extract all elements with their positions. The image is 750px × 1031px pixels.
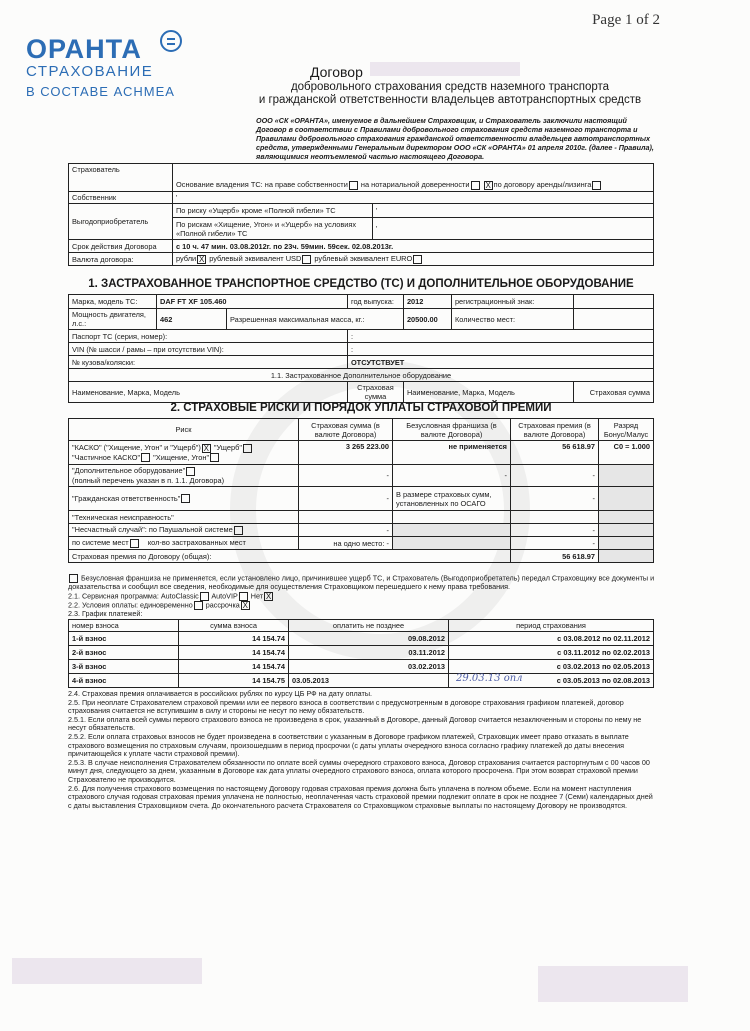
table-row [69, 632, 654, 646]
civil-row: "Гражданская ответственность" [69, 487, 299, 511]
lease-extra-checkbox[interactable] [592, 181, 601, 190]
civil-bonus [599, 487, 654, 511]
row4-num: 4-й взнос [69, 674, 179, 688]
term-2-4: 2.4. Страховая премия оплачивается в российских рублях по курсу ЦБ РФ на дату оплаты. [68, 689, 372, 698]
term-2-6: 2.6. Для получения страхового возмещения по настоящему Договору годовая страховая премия должна быть уплачена в полном объеме. Если на момент наступления страхового случая годовая страховая премия уплачена не полностью, неоплаченная часть страховой премии подлежит оплате в срок не позднее 7 (Семи) календарных дней с даты выставления Страховщиком счета. До окончательного расчета Страхователя со Страховщиком страховые выплаты по настоящему Договору не производятся. [68, 783, 653, 810]
equip-sum1: Страховая сумма [347, 382, 403, 403]
currency-label: Валюта договора: [69, 253, 173, 266]
civil-checkbox[interactable] [181, 494, 190, 503]
body-label: № кузова/коляски: [69, 356, 348, 369]
row3-due: 03.02.2013 [289, 660, 449, 674]
franchise-header: Безусловная франшиза (в валюте Договора) [393, 419, 511, 441]
tech-premium [511, 511, 599, 524]
row2-sum: 14 154.74 [179, 646, 289, 660]
service-clause: 2.1. Сервисная программа: AutoClassic AutoVIP Нет X [68, 591, 272, 601]
own-checkbox[interactable] [349, 181, 358, 190]
ownership-basis: Основание владения ТС: на праве собственности на нотариальной доверенности X по договору аренды/лизинга [173, 164, 654, 192]
risks-table [68, 418, 654, 563]
kasko-sum: 3 265 223.00 [299, 441, 393, 465]
schedule-label: 2.3. График платежей: [68, 609, 143, 618]
row3-period: с 03.02.2013 по 02.05.2013 [449, 660, 654, 674]
per-seat: на одно место: - [299, 537, 393, 550]
section2-title: 2. СТРАХОВЫЕ РИСКИ И ПОРЯДОК УПЛАТЫ СТРАХОВОЙ ПРЕМИИ [170, 402, 552, 414]
beneficiary-label: Выгодоприобретатель [69, 204, 173, 240]
lease-checkbox[interactable]: X [485, 181, 491, 190]
logo-group: В СОСТАВЕ АСНМЕА [26, 84, 175, 99]
row1-due: 09.08.2012 [289, 632, 449, 646]
col-num: номер взноса [69, 620, 179, 632]
eur-checkbox[interactable] [413, 255, 422, 264]
power-label: Мощность двигателя, л.с.: [69, 309, 157, 330]
civil-premium: - [511, 487, 599, 511]
model-value: DAF FT XF 105.460 [157, 295, 348, 309]
risk-theft-value: ' [373, 218, 654, 240]
equip-name2: Наименование, Марка, Модель [403, 382, 573, 403]
passport-label: Паспорт ТС (серия, номер): [69, 330, 348, 343]
year-label: год выпуска: [347, 295, 403, 309]
kasko-premium: 56 618.97 [511, 441, 599, 465]
partial-checkbox[interactable] [141, 453, 150, 462]
page-number: Page 1 of 2 [592, 12, 660, 28]
payment-schedule-table [68, 619, 654, 688]
extra-equip-checkbox[interactable] [186, 467, 195, 476]
term-value: с 10 ч. 47 мин. 03.08.2012г. по 23ч. 59мин. 59сек. 02.08.2013г. [173, 240, 654, 253]
extra-franchise: - [393, 465, 511, 487]
single-payment-checkbox[interactable] [194, 601, 203, 610]
terms-block [68, 690, 656, 810]
seats-label: Количество мест: [451, 309, 573, 330]
kasko-franchise: не применяется [393, 441, 511, 465]
parties-table [68, 163, 654, 266]
table-row [69, 660, 654, 674]
handwritten-note: 29.03.13 опл [456, 673, 523, 684]
extra-sum: - [299, 465, 393, 487]
total-label: Страховая премия по Договору (общая): [69, 550, 511, 563]
equip-title: 1.1. Застрахованное Дополнительное оборудование [69, 369, 654, 382]
owner-value: ' [173, 192, 654, 204]
row4-sum: 14 154.75 [179, 674, 289, 688]
row3-num: 3-й взнос [69, 660, 179, 674]
rub-checkbox[interactable]: X [198, 254, 205, 264]
row1-sum: 14 154.74 [179, 632, 289, 646]
equip-sum2: Страховая сумма [574, 382, 654, 403]
col-period: период страхования [449, 620, 654, 632]
accident-row: "Несчастный случай": по Паушальной системе [69, 524, 299, 537]
seats-row: по системе мест кол-во застрахованных мест [69, 537, 299, 550]
risk-theft: По рискам «Хищение, Угон» и «Ущерб» на условиях «Полной гибели» ТС [173, 218, 373, 240]
equip-name1: Наименование, Марка, Модель [69, 382, 348, 403]
vin-value: : [347, 343, 653, 356]
reg-value [574, 295, 654, 309]
risk-damage: По риску «Ущерб» кроме «Полной гибели» ТС [173, 204, 373, 218]
tech-sum [299, 511, 393, 524]
document-title [250, 66, 650, 107]
extra-premium: - [511, 465, 599, 487]
passport-value: : [347, 330, 653, 343]
extra-bonus [599, 465, 654, 487]
accident-premium: - [511, 524, 599, 537]
row4-period: с 03.05.2013 по 02.08.2013 [449, 674, 654, 688]
risk-damage-value: ' [373, 204, 654, 218]
title-line3: и гражданской ответственности владельцев автотранспортных средств [258, 94, 642, 106]
model-label: Марка, модель ТС: [69, 295, 157, 309]
theft-checkbox[interactable] [210, 453, 219, 462]
row3-sum: 14 154.74 [179, 660, 289, 674]
row2-num: 2-й взнос [69, 646, 179, 660]
risk-header: Риск [69, 419, 299, 441]
body-value: ОТСУТСТВУЕТ [347, 356, 653, 369]
vehicle-table [68, 294, 654, 403]
term-label: Срок действия Договора [69, 240, 173, 253]
total-value: 56 618.97 [511, 550, 599, 563]
logo-sub: СТРАХОВАНИЕ [26, 63, 154, 80]
damage-checkbox[interactable] [243, 444, 252, 453]
term-2-5-2: 2.5.2. Если оплата страховых взносов не будет произведена в соответствии с указанным в Договоре графиком платежей, Страховщик имеет право отказать в выплате страхового возмещения по страховым случаям, произошедшим в период просрочки (с даты уплаты очередного взноса согласно графику платежей до даты внесения причитающейся к уплате части страховой премии). [68, 731, 629, 759]
seats-premium: - [511, 537, 599, 550]
payment-clause: 2.2. Условия оплаты: единовременно рассрочка X [68, 600, 248, 610]
seats-checkbox[interactable] [130, 539, 139, 548]
row2-due: 03.11.2012 [289, 646, 449, 660]
table-row [69, 646, 654, 660]
kasko-row: "КАСКО" ("Хищение, Угон" и "Ущерб") X "Ущерб" "Частичное КАСКО" "Хищение, Угон" [69, 441, 299, 465]
tech-row: "Техническая неисправность" [69, 511, 299, 524]
tech-franchise [393, 511, 511, 524]
sum-header: Страховая сумма (в валюте Договора) [299, 419, 393, 441]
premium-header: Страховая премия (в валюте Договора) [511, 419, 599, 441]
seats-bonus [599, 537, 654, 550]
mass-value: 20500.00 [403, 309, 451, 330]
row1-num: 1-й взнос [69, 632, 179, 646]
accident-checkbox[interactable] [234, 526, 243, 535]
kasko-checkbox[interactable]: X [203, 443, 209, 453]
year-value: 2012 [403, 295, 451, 309]
owner-label: Собственник [69, 192, 173, 204]
no-service-checkbox[interactable]: X [265, 592, 272, 601]
accident-bonus [599, 524, 654, 537]
tech-bonus [599, 511, 654, 524]
row1-period: с 03.08.2012 по 02.11.2012 [449, 632, 654, 646]
col-due: оплатить не позднее [289, 620, 449, 632]
row2-period: с 03.11.2012 по 02.02.2013 [449, 646, 654, 660]
title-line1: Договор [310, 64, 363, 80]
title-line2: добровольного страхования средств наземного транспорта [290, 81, 610, 93]
logo-mark-icon [160, 30, 182, 52]
seats-franchise [393, 537, 511, 550]
installment-checkbox[interactable]: X [242, 601, 248, 610]
civil-sum: - [299, 487, 393, 511]
autovip-checkbox[interactable] [239, 592, 248, 601]
notary-checkbox[interactable] [471, 181, 480, 190]
term-2-5-1: 2.5.1. Если оплата всей суммы первого страхового взноса не произведена в срок, указанный в Договоре, данный Договор считается незаключенным и стороны по нему не несут обязательств. [68, 714, 642, 733]
kasko-bonus: С0 = 1.000 [599, 441, 654, 465]
usd-checkbox[interactable] [302, 255, 311, 264]
unconditional-clause: Безусловная франшиза не применяется, если установлено лицо, причинившее ущерб ТС, и Страхователь (Выгодоприобретатель) передал Страховщику все документы и доказательства и сообщил все сведения, необходимые для осуществления Страховщиком перешедшего к нему права требования. [68, 573, 655, 591]
civil-franchise: В размере страховых сумм, установленных по ОСАГО [393, 487, 511, 511]
vin-label: VIN (№ шасси / рамы – при отсутствии VIN): [69, 343, 348, 356]
table-row [69, 674, 654, 688]
term-2-5: 2.5. При неоплате Страхователем страховой премии или ее первого взноса в соответствии с предусмотренным в договоре страхования графиком платежей, договор страхования считается не вступившим в силу и стороны не несут по нему обязательств. [68, 697, 624, 716]
seats-value [574, 309, 654, 330]
accident-franchise [393, 524, 511, 537]
accident-sum: - [299, 524, 393, 537]
total-bonus [599, 550, 654, 563]
col-sum: сумма взноса [179, 620, 289, 632]
signature-redaction-left [12, 958, 202, 984]
logo-brand: ОРАНТА [26, 34, 142, 64]
bonus-header: Разряд Бонус/Малус [599, 419, 654, 441]
mass-label: Разрешенная максимальная масса, кг.: [227, 309, 404, 330]
reg-label: регистрационный знак: [451, 295, 573, 309]
section1-title: 1. ЗАСТРАХОВАННОЕ ТРАНСПОРТНОЕ СРЕДСТВО (ТС) И ДОПОЛНИТЕЛЬНОЕ ОБОРУДОВАНИЕ [88, 278, 634, 290]
insurant-label: Страхователь [69, 164, 173, 192]
term-2-5-3: 2.5.3. В случае неисполнения Страхователем обязанности по оплате всей суммы очередного страхового взноса, Договор страхования считается расторгнутым с 00 часов 00 минут дня, следующего за днем, указанным в Договоре как дата уплаты очередного страхового взноса, оплата которого просрочена. При этом возврат страховой премии Страхователю не производится. [68, 757, 650, 784]
currency-options: рубли X рублевый эквивалент USD рублевый эквивалент EURO [173, 253, 654, 266]
extra-equip-row: "Дополнительное оборудование" (полный перечень указан в п. 1.1. Договора) [69, 465, 299, 487]
power-value: 462 [157, 309, 227, 330]
intro-paragraph: ООО «СК «ОРАНТА», именуемое в дальнейшем Страховщик, и Страхователь заключили настоящий Договор в соответствии с Правилами добровольного страхования средств наземного транспорта и Правилами добровольного страхования гражданской ответственности владельцев автотранспортных средств, утвержденными Генеральным директором ООО «СК «ОРАНТА» 01 апреля 2010г. (далее - Правила), являющимися неотъемлемой частью настоящего Договора. [256, 116, 654, 161]
signature-redaction-right [538, 966, 688, 1002]
row4-due: 03.05.2013 [289, 674, 449, 688]
